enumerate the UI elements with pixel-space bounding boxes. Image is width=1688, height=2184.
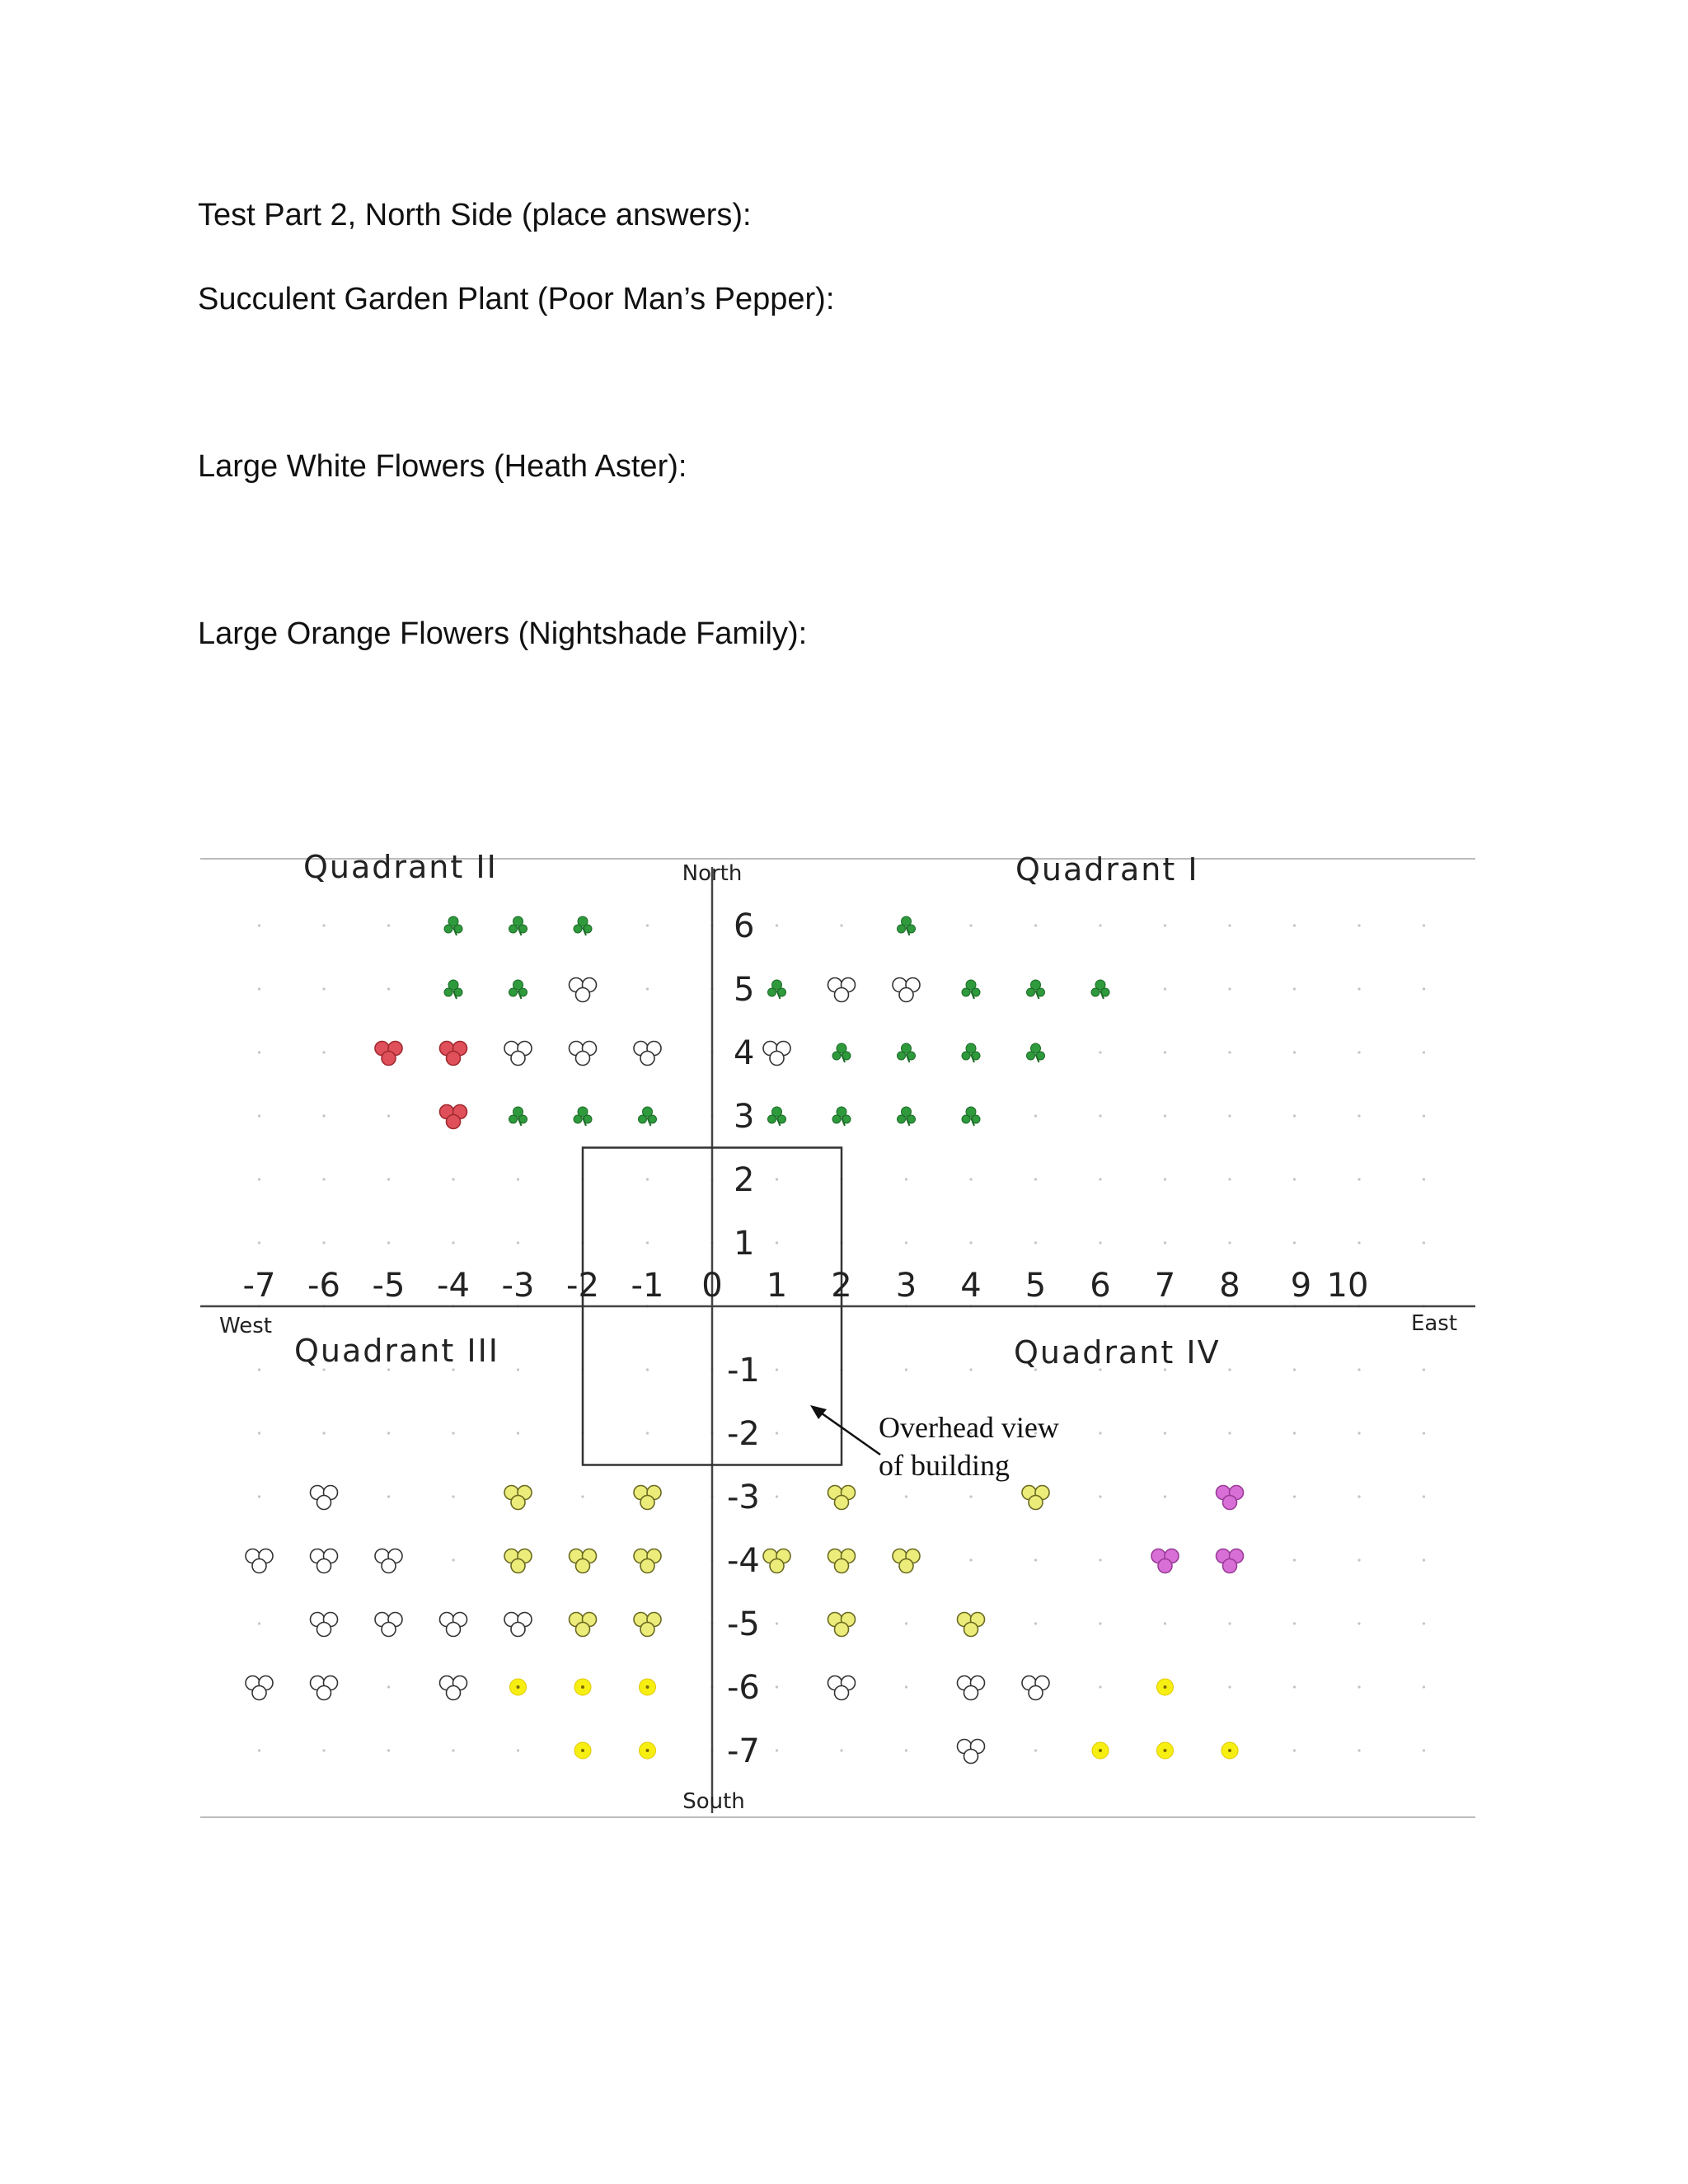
grid-dot <box>1293 1432 1296 1434</box>
grid-dot <box>1423 1749 1425 1751</box>
grid-dot <box>1357 1368 1360 1371</box>
grid-dot <box>1099 1241 1101 1244</box>
plant-marker-yellow <box>1022 1486 1049 1510</box>
plant-marker-green <box>509 1107 528 1126</box>
grid-dot <box>1164 1432 1166 1434</box>
plant-marker-white <box>958 1676 985 1700</box>
y-tick-label: 1 <box>734 1225 755 1263</box>
grid-dot <box>322 1749 325 1751</box>
plant-marker-green <box>1091 980 1109 999</box>
grid-dot <box>646 1368 649 1371</box>
x-tick-label: -2 <box>566 1267 599 1305</box>
plant-marker-bright-yellow <box>1092 1742 1109 1759</box>
plant-marker-bright-yellow <box>640 1742 656 1759</box>
plant-marker-bright-yellow <box>574 1679 591 1695</box>
grid-dot <box>1228 1368 1231 1371</box>
plant-marker-white <box>311 1549 338 1573</box>
grid-dot <box>1034 1114 1037 1117</box>
plant-marker-bright-yellow <box>1221 1742 1238 1759</box>
test-heading: Test Part 2, North Side (place answers): <box>198 198 752 232</box>
y-tick-label: -4 <box>727 1542 760 1580</box>
plant-marker-yellow <box>504 1486 532 1510</box>
grid-dot <box>1228 1178 1231 1180</box>
grid-dot <box>1164 1051 1166 1053</box>
grid-dot <box>776 1622 778 1624</box>
plant-marker-green <box>574 1107 592 1126</box>
grid-dot <box>1034 1558 1037 1561</box>
grid-dot <box>1293 1495 1296 1497</box>
x-tick-label: -6 <box>307 1267 340 1305</box>
grid-dot <box>1357 1685 1360 1688</box>
grid-dot <box>905 1241 907 1244</box>
grid-dot <box>1423 1685 1425 1688</box>
grid-dot <box>322 1241 325 1244</box>
grid-dot <box>969 1495 972 1497</box>
grid-dot <box>1164 1114 1166 1117</box>
grid-dot <box>1293 1368 1296 1371</box>
plant-marker-green <box>444 980 462 999</box>
grid-dot <box>776 1368 778 1371</box>
grid-dot <box>1423 987 1425 990</box>
grid-dot <box>1293 1178 1296 1180</box>
plant-marker-green <box>898 1043 916 1062</box>
grid-dot <box>646 1241 649 1244</box>
grid-dot <box>1293 1622 1296 1624</box>
grid-dot <box>905 1495 907 1497</box>
grid-dot <box>776 1241 778 1244</box>
plant-marker-green <box>509 980 528 999</box>
grid-dot <box>1293 1241 1296 1244</box>
grid-dot <box>1423 1432 1425 1434</box>
grid-dot <box>387 1685 390 1688</box>
grid-dot <box>1034 1749 1037 1751</box>
grid-dot <box>258 1432 260 1434</box>
x-tick-label: 1 <box>766 1267 788 1305</box>
grid-dot <box>969 1558 972 1561</box>
grid-dot <box>387 924 390 926</box>
grid-dot <box>1164 1241 1166 1244</box>
grid-dot <box>1357 1622 1360 1624</box>
arrow-head-icon <box>810 1405 827 1419</box>
grid-dot <box>387 1178 390 1180</box>
grid-dot <box>905 1685 907 1688</box>
y-tick-label: 5 <box>734 971 755 1009</box>
building-pointer-arrow <box>816 1409 880 1455</box>
x-tick-label: 3 <box>895 1267 917 1305</box>
grid-dot <box>646 1432 649 1434</box>
grid-dot <box>1423 1368 1425 1371</box>
plant-marker-white <box>570 1042 597 1066</box>
grid-dot <box>969 924 972 926</box>
grid-dot <box>258 924 260 926</box>
grid-dot <box>646 924 649 926</box>
plant-marker-white <box>440 1676 467 1700</box>
plant-marker-white <box>375 1549 402 1573</box>
plant-marker-white <box>504 1042 532 1066</box>
plant-marker-white <box>828 1676 856 1700</box>
grid-dot <box>1357 924 1360 926</box>
plant-marker-white <box>375 1613 402 1637</box>
grid-dot <box>1357 1051 1360 1053</box>
plant-marker-white <box>311 1486 338 1510</box>
plant-marker-green <box>509 916 528 935</box>
grid-dot <box>1357 1432 1360 1434</box>
grid-dot <box>322 1114 325 1117</box>
plant-marker-green <box>444 916 462 935</box>
plant-marker-yellow <box>634 1486 661 1510</box>
plant-marker-yellow <box>634 1613 661 1637</box>
x-tick-label: 4 <box>960 1267 982 1305</box>
plant-marker-white <box>893 978 920 1002</box>
grid-dot <box>776 1495 778 1497</box>
grid-dot <box>776 1749 778 1751</box>
grid-dot <box>258 987 260 990</box>
grid-dot <box>1423 1622 1425 1624</box>
y-tick-labels <box>727 907 760 1770</box>
grid-dot <box>1357 1241 1360 1244</box>
grid-dot <box>1099 924 1101 926</box>
plant-marker-green <box>898 916 916 935</box>
grid-dot <box>1293 924 1296 926</box>
plant-marker-bright-yellow <box>574 1742 591 1759</box>
grid-dot <box>387 1749 390 1751</box>
quadrant-i-label: Quadrant I <box>1015 851 1199 888</box>
grid-dot <box>452 1178 454 1180</box>
grid-dot <box>905 1178 907 1180</box>
y-tick-label: 3 <box>734 1098 755 1136</box>
grid-dot <box>258 1749 260 1751</box>
east-label: East <box>1410 1311 1458 1336</box>
grid-dot <box>258 1368 260 1371</box>
plant-marker-red <box>440 1105 467 1129</box>
plant-marker-magenta <box>1217 1486 1244 1510</box>
plant-marker-white <box>634 1042 661 1066</box>
y-tick-label: -6 <box>727 1669 760 1707</box>
plant-marker-green <box>962 1043 980 1062</box>
grid-dot <box>517 1368 519 1371</box>
building-caption-line1: Overhead view <box>879 1411 1059 1444</box>
grid-dot <box>646 987 649 990</box>
x-tick-label: -1 <box>631 1267 664 1305</box>
grid-dot <box>322 924 325 926</box>
grid-dot <box>452 1241 454 1244</box>
grid-dot <box>1423 924 1425 926</box>
x-tick-label: 7 <box>1154 1267 1176 1305</box>
grid-dot <box>1164 987 1166 990</box>
grid-dot <box>387 1495 390 1497</box>
x-tick-label: -3 <box>501 1267 535 1305</box>
x-tick-label: 8 <box>1219 1267 1240 1305</box>
grid-dot <box>1099 1051 1101 1053</box>
plant-marker-green <box>832 1107 851 1126</box>
x-tick-label: -4 <box>437 1267 470 1305</box>
y-tick-label: -2 <box>727 1415 760 1453</box>
plant-marker-white <box>311 1676 338 1700</box>
grid-dot <box>905 1622 907 1624</box>
grid-dot <box>452 1749 454 1751</box>
plant-marker-green <box>832 1043 851 1062</box>
grid-dot <box>969 1178 972 1180</box>
plant-marker-white <box>246 1676 273 1700</box>
grid-dot <box>258 1241 260 1244</box>
plant-marker-yellow <box>504 1549 532 1573</box>
plant-marker-bright-yellow <box>1157 1742 1174 1759</box>
grid-dot <box>1293 987 1296 990</box>
plant-marker-green <box>898 1107 916 1126</box>
grid-dot <box>452 1558 454 1561</box>
grid-dot <box>387 1114 390 1117</box>
quadrant-ii-label: Quadrant II <box>303 849 498 885</box>
north-label: North <box>682 861 743 886</box>
plant-marker-white <box>763 1042 790 1066</box>
plant-marker-green <box>768 1107 786 1126</box>
quadrant-iv-label: Quadrant IV <box>1014 1334 1221 1371</box>
plant-marker-white <box>246 1549 273 1573</box>
grid-dot <box>517 1178 519 1180</box>
grid-dot <box>1164 1622 1166 1624</box>
plant-marker-green <box>1027 1043 1045 1062</box>
plant-marker-yellow <box>634 1549 661 1573</box>
plant-marker-magenta <box>1217 1549 1244 1573</box>
grid-dot <box>1034 1241 1037 1244</box>
plant-marker-white <box>440 1613 467 1637</box>
plant-marker-yellow <box>893 1549 920 1573</box>
grid-dot <box>258 1114 260 1117</box>
south-label: South <box>682 1789 745 1814</box>
grid-dot <box>1228 1432 1231 1434</box>
plant-marker-red <box>440 1042 467 1066</box>
grid-dot <box>776 1178 778 1180</box>
x-tick-label: 6 <box>1090 1267 1111 1305</box>
grid-dot <box>1228 1241 1231 1244</box>
grid-dot <box>840 924 842 926</box>
quadrant-iii-label: Quadrant III <box>294 1333 499 1369</box>
x-tick-label: -5 <box>372 1267 406 1305</box>
y-tick-label: 6 <box>734 907 755 945</box>
grid-dot <box>258 1178 260 1180</box>
grid-dot <box>452 1495 454 1497</box>
plant-marker-red <box>375 1042 402 1066</box>
plant-marker-white <box>570 978 597 1002</box>
grid-dot <box>1164 1495 1166 1497</box>
grid-dot <box>1423 1495 1425 1497</box>
grid-dot <box>1164 1178 1166 1180</box>
grid-dot <box>258 1495 260 1497</box>
x-tick-labels <box>243 1267 1369 1305</box>
grid-dot <box>840 1749 842 1751</box>
grid-dot <box>1293 1685 1296 1688</box>
grid-dot <box>1034 1178 1037 1180</box>
plant-marker-yellow <box>958 1613 985 1637</box>
grid-dot <box>1423 1558 1425 1561</box>
x-tick-label: 2 <box>831 1267 852 1305</box>
grid-dot <box>1099 1178 1101 1180</box>
plant-marker-yellow <box>828 1486 856 1510</box>
grid-dot <box>776 1432 778 1434</box>
plant-marker-yellow <box>828 1613 856 1637</box>
grid-dot <box>387 1241 390 1244</box>
grid-dot <box>322 1178 325 1180</box>
plant-marker-bright-yellow <box>510 1679 527 1695</box>
grid-dot <box>1099 1558 1101 1561</box>
grid-dot <box>1293 1558 1296 1561</box>
grid-dot <box>452 1432 454 1434</box>
plant-marker-white <box>958 1740 985 1764</box>
grid-dot <box>322 1432 325 1434</box>
y-tick-label: -1 <box>727 1352 760 1390</box>
plant-marker-green <box>639 1107 657 1126</box>
grid-dot <box>1357 1178 1360 1180</box>
x-tick-label: 0 <box>701 1267 723 1305</box>
grid-dot <box>387 1432 390 1434</box>
grid-dot <box>1357 1114 1360 1117</box>
y-tick-label: -3 <box>727 1479 760 1516</box>
grid-dot <box>1357 987 1360 990</box>
west-label: West <box>219 1314 272 1338</box>
grid-dot <box>776 924 778 926</box>
grid-dot <box>322 1051 325 1053</box>
plant-marker-magenta <box>1151 1549 1179 1573</box>
grid-dot <box>969 1241 972 1244</box>
grid-dot <box>1357 1558 1360 1561</box>
grid-dot <box>1357 1495 1360 1497</box>
grid-dot <box>1228 1051 1231 1053</box>
grid-dot <box>1099 1114 1101 1117</box>
plant-marker-green <box>768 980 786 999</box>
plant-marker-yellow <box>570 1613 597 1637</box>
grid-dot <box>1099 1622 1101 1624</box>
plant-marker-green <box>962 980 980 999</box>
question-heath-aster: Large White Flowers (Heath Aster): <box>198 449 687 484</box>
plant-marker-white <box>504 1613 532 1637</box>
grid-dot <box>1228 1114 1231 1117</box>
grid-dot <box>1164 924 1166 926</box>
x-tick-label: -7 <box>242 1267 276 1305</box>
question-succulent: Succulent Garden Plant (Poor Man’s Pepper): <box>198 282 835 316</box>
plant-marker-bright-yellow <box>640 1679 656 1695</box>
plant-marker-white <box>1022 1676 1049 1700</box>
plant-marker-green <box>962 1107 980 1126</box>
grid-dot <box>905 1368 907 1371</box>
grid-dot <box>517 1432 519 1434</box>
grid-dot <box>258 1622 260 1624</box>
grid-dot <box>322 987 325 990</box>
x-tick-label: 10 <box>1326 1267 1369 1305</box>
grid-dot <box>1034 924 1037 926</box>
grid-dot <box>1228 1685 1231 1688</box>
grid-dot <box>517 1241 519 1244</box>
building-caption-line2: of building <box>879 1449 1010 1482</box>
plant-marker-white <box>311 1613 338 1637</box>
grid-dot <box>1423 1178 1425 1180</box>
question-nightshade: Large Orange Flowers (Nightshade Family): <box>198 616 808 651</box>
grid-dot <box>776 1685 778 1688</box>
grid-dot <box>1228 924 1231 926</box>
plant-marker-yellow <box>570 1549 597 1573</box>
grid-dot <box>1293 1749 1296 1751</box>
plant-marker-yellow <box>763 1549 790 1573</box>
grid-dot <box>905 1749 907 1751</box>
grid-dot <box>1423 1241 1425 1244</box>
grid-dot <box>387 987 390 990</box>
y-tick-label: -7 <box>727 1732 760 1770</box>
x-tick-label: 9 <box>1290 1267 1312 1305</box>
grid-dot <box>969 1368 972 1371</box>
plant-marker-green <box>574 916 592 935</box>
grid-dot <box>1293 1114 1296 1117</box>
y-tick-label: -5 <box>727 1605 760 1643</box>
grid-dot <box>1423 1114 1425 1117</box>
grid-dot <box>1099 1685 1101 1688</box>
plant-marker-green <box>1027 980 1045 999</box>
plant-marker-yellow <box>828 1549 856 1573</box>
plant-marker-white <box>828 978 856 1002</box>
grid-dot <box>1034 1622 1037 1624</box>
y-tick-label: 4 <box>734 1034 755 1072</box>
grid-dot <box>646 1178 649 1180</box>
grid-dot <box>1228 987 1231 990</box>
grid-dot <box>258 1051 260 1053</box>
grid-dot <box>1099 1495 1101 1497</box>
grid-dot <box>1228 1622 1231 1624</box>
grid-dot <box>1099 1432 1101 1434</box>
plant-marker-bright-yellow <box>1157 1679 1174 1695</box>
grid-dot <box>1357 1749 1360 1751</box>
grid-dot <box>517 1749 519 1751</box>
x-tick-label: 5 <box>1025 1267 1047 1305</box>
grid-dot <box>1293 1051 1296 1053</box>
y-tick-label: 2 <box>734 1161 755 1199</box>
grid-dot <box>581 1495 584 1497</box>
grid-dot <box>1423 1051 1425 1053</box>
